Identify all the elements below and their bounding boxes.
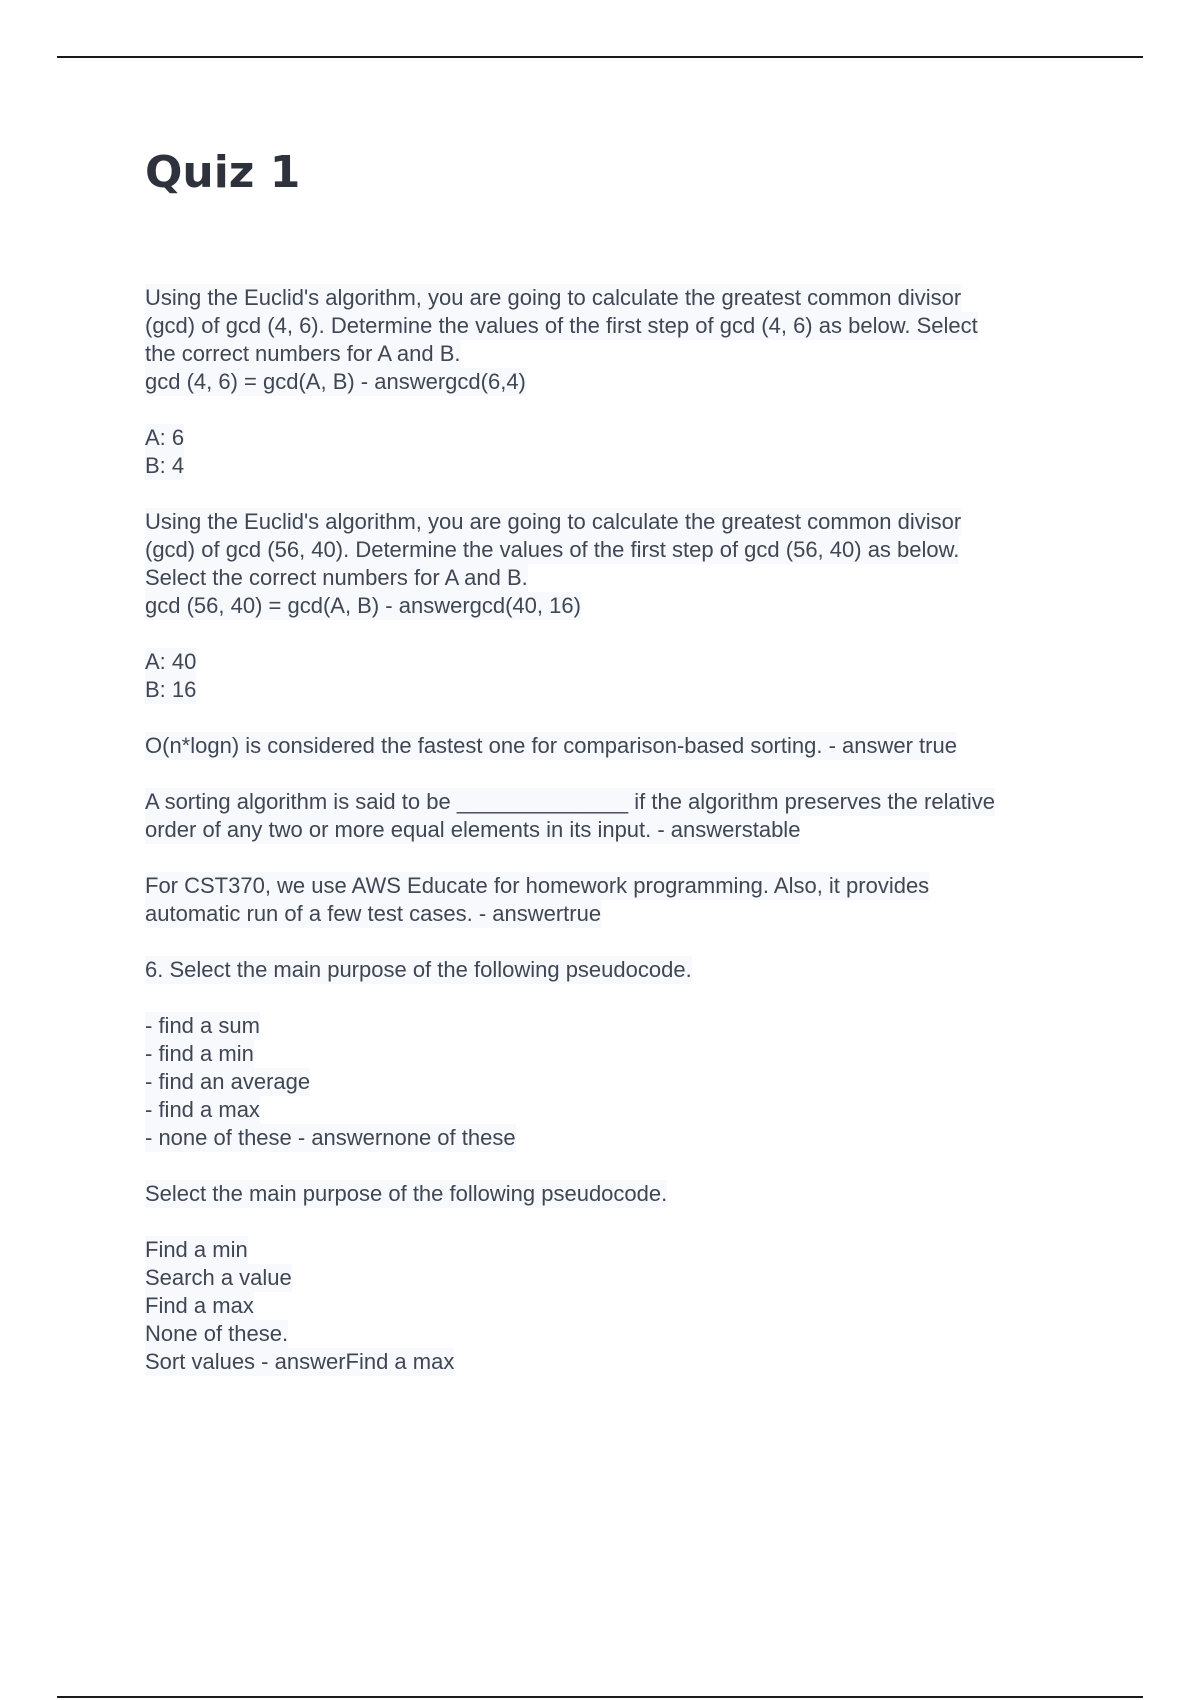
page-title: Quiz 1 bbox=[145, 147, 301, 198]
paragraph-block bbox=[145, 508, 1085, 620]
paragraph-block bbox=[145, 788, 1085, 844]
text-line: A sorting algorithm is said to be ______________ if the algorithm preserves the relative bbox=[145, 789, 995, 814]
text-line: Using the Euclid's algorithm, you are going to calculate the greatest common divisor bbox=[145, 285, 962, 310]
text-line: Find a max bbox=[145, 1293, 254, 1318]
text-line: (gcd) of gcd (56, 40). Determine the values of the first step of gcd (56, 40) as below. bbox=[145, 537, 960, 562]
paragraph-block bbox=[145, 1236, 1085, 1376]
paragraph-block bbox=[145, 732, 1085, 760]
bottom-rule bbox=[57, 1696, 1143, 1698]
text-line: O(n*logn) is considered the fastest one for comparison-based sorting. - answer true bbox=[145, 733, 957, 758]
text-line: B: 4 bbox=[145, 453, 185, 478]
text-line: (gcd) of gcd (4, 6). Determine the values of the first step of gcd (4, 6) as below. Select bbox=[145, 313, 978, 338]
text-line: Select the main purpose of the following pseudocode. bbox=[145, 1181, 668, 1206]
text-line: Sort values - answerFind a max bbox=[145, 1349, 455, 1374]
text-line: - find a sum bbox=[145, 1013, 260, 1038]
text-line: gcd (4, 6) = gcd(A, B) - answergcd(6,4) bbox=[145, 369, 526, 394]
text-line: the correct numbers for A and B. bbox=[145, 341, 461, 366]
text-line: - find a max bbox=[145, 1097, 260, 1122]
text-line: For CST370, we use AWS Educate for homework programming. Also, it provides bbox=[145, 873, 930, 898]
text-line: B: 16 bbox=[145, 677, 197, 702]
text-line: Select the correct numbers for A and B. bbox=[145, 565, 528, 590]
paragraph-block bbox=[145, 1180, 1085, 1208]
paragraph-block bbox=[145, 648, 1085, 704]
text-line: order of any two or more equal elements in its input. - answerstable bbox=[145, 817, 801, 842]
text-line: Search a value bbox=[145, 1265, 292, 1290]
text-line: None of these. bbox=[145, 1321, 289, 1346]
paragraph-block bbox=[145, 424, 1085, 480]
text-line: Using the Euclid's algorithm, you are going to calculate the greatest common divisor bbox=[145, 509, 962, 534]
paragraph-block bbox=[145, 872, 1085, 928]
text-line: gcd (56, 40) = gcd(A, B) - answergcd(40, 16) bbox=[145, 593, 581, 618]
document-body bbox=[145, 284, 1085, 1404]
text-line: A: 6 bbox=[145, 425, 185, 450]
text-line: 6. Select the main purpose of the following pseudocode. bbox=[145, 957, 692, 982]
text-line: - find a min bbox=[145, 1041, 254, 1066]
text-line: - find an average bbox=[145, 1069, 311, 1094]
paragraph-block bbox=[145, 1012, 1085, 1152]
top-rule bbox=[57, 56, 1143, 58]
paragraph-block bbox=[145, 284, 1085, 396]
text-line: - none of these - answernone of these bbox=[145, 1125, 516, 1150]
text-line: A: 40 bbox=[145, 649, 197, 674]
paragraph-block bbox=[145, 956, 1085, 984]
text-line: automatic run of a few test cases. - answertrue bbox=[145, 901, 602, 926]
text-line: Find a min bbox=[145, 1237, 248, 1262]
